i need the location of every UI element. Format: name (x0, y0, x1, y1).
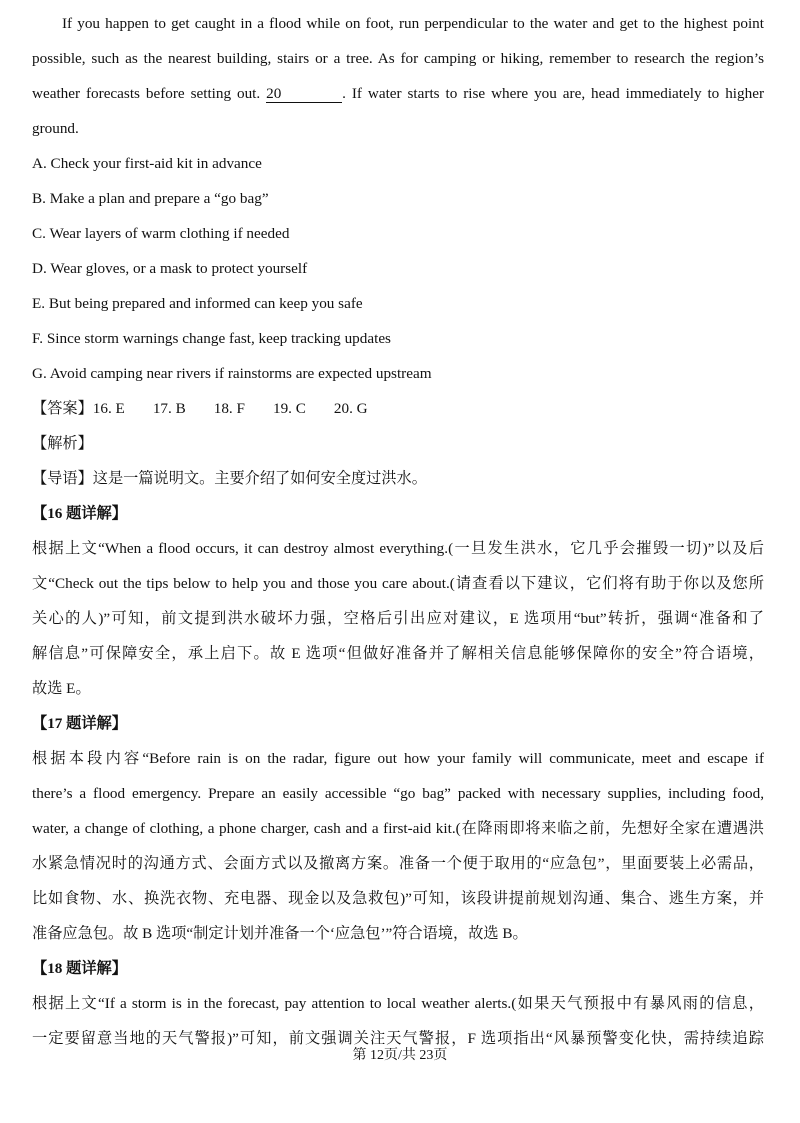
answer-row (32, 391, 764, 426)
answer-20: 20. G (333, 400, 368, 417)
option-c: C. Wear layers of warm clothing if needed (32, 225, 290, 242)
q16-line-5: 故选 E。 (32, 680, 91, 697)
q17-line-3: water, a change of clothing, a phone charger, cash and a first-aid kit.(在降雨即将来临之前，先想好全家在遭遇洪 (32, 820, 764, 837)
q16-line-2: 文“Check out the tips below to help you and those you care about.(请查看以下建议，它们将有助于你以及您所 (32, 575, 764, 592)
option-b: B. Make a plan and prepare a “go bag” (32, 190, 269, 207)
guide-text: 【导语】这是一篇说明文。主要介绍了如何安全度过洪水。 (32, 470, 427, 487)
answer-label: 【答案】 (32, 400, 93, 417)
passage-line-2: possible, such as the nearest building, stairs or a tree. As for camping or hiking, remember to research the region’s (32, 50, 764, 67)
q17-line-4: 水紧急情况时的沟通方式、会面方式以及撤离方案。准备一个便于取用的“应急包”，里面要装上必需品， (32, 855, 764, 872)
passage-line-3 (32, 76, 764, 111)
passage-line-4: ground. (32, 120, 79, 137)
option-e: E. But being prepared and informed can keep you safe (32, 295, 363, 312)
q17-line-2: there’s a flood emergency. Prepare an easily accessible “go bag” packed with necessary supplies, including food, (32, 785, 764, 802)
q17-line-6: 准备应急包。故 B 选项“制定计划并准备一个‘应急包’”符合语境，故选 B。 (32, 925, 528, 942)
passage-line-3-end: . If water starts to rise where you are, head immediately to higher (342, 85, 764, 102)
q17-heading: 【17 题详解】 (32, 715, 127, 732)
option-a: A. Check your first-aid kit in advance (32, 155, 262, 172)
q16-line-1: 根据上文“When a flood occurs, it can destroy almost everything.(一旦发生洪水，它几乎会摧毁一切)”以及后 (32, 540, 764, 557)
option-f: F. Since storm warnings change fast, keep tracking updates (32, 330, 391, 347)
page-number-footer: 第 12页/共 23页 (352, 1048, 448, 1063)
option-d: D. Wear gloves, or a mask to protect yourself (32, 260, 308, 277)
analysis-label: 【解析】 (32, 435, 93, 452)
q18-line-2: 一定要留意当地的天气警报)”可知，前文强调关注天气警报，F 选项指出“风暴预警变化快，需持续追踪 (32, 1030, 764, 1047)
answer-16: 16. E (92, 400, 125, 417)
q16-heading: 【16 题详解】 (32, 505, 127, 522)
answer-blank-20: 20 (266, 86, 342, 103)
q16-line-4: 解信息”可保障安全，承上启下。故 E 选项“但做好准备并了解相关信息能够保障你的安全”符合语境， (32, 645, 764, 662)
q18-heading: 【18 题详解】 (32, 960, 127, 977)
answer-17: 17. B (152, 400, 186, 417)
q17-line-1: 根据本段内容“Before rain is on the radar, figure out how your family will communicate, meet and escape if (32, 750, 764, 767)
answer-19: 19. C (272, 400, 306, 417)
document-page (32, 6, 764, 1056)
option-g: G. Avoid camping near rivers if rainstorms are expected upstream (32, 365, 432, 382)
passage-line-3-start: weather forecasts before setting out. (32, 85, 261, 102)
q18-line-1: 根据上文“If a storm is in the forecast, pay attention to local weather alerts.(如果天气预报中有暴风雨的信息， (32, 995, 764, 1012)
answer-18: 18. F (213, 400, 245, 417)
q16-line-3: 关心的人)”可知，前文提到洪水破坏力强，空格后引出应对建议，E 选项用“but”转折，强调“准备和了 (32, 610, 764, 627)
passage-line-1: If you happen to get caught in a flood while on foot, run perpendicular to the water and get to the highest point (62, 15, 764, 32)
q17-line-5: 比如食物、水、换洗衣物、充电器、现金以及急救包)”可知，该段讲提前规划沟通、集合、逃生方案，并 (32, 890, 764, 907)
